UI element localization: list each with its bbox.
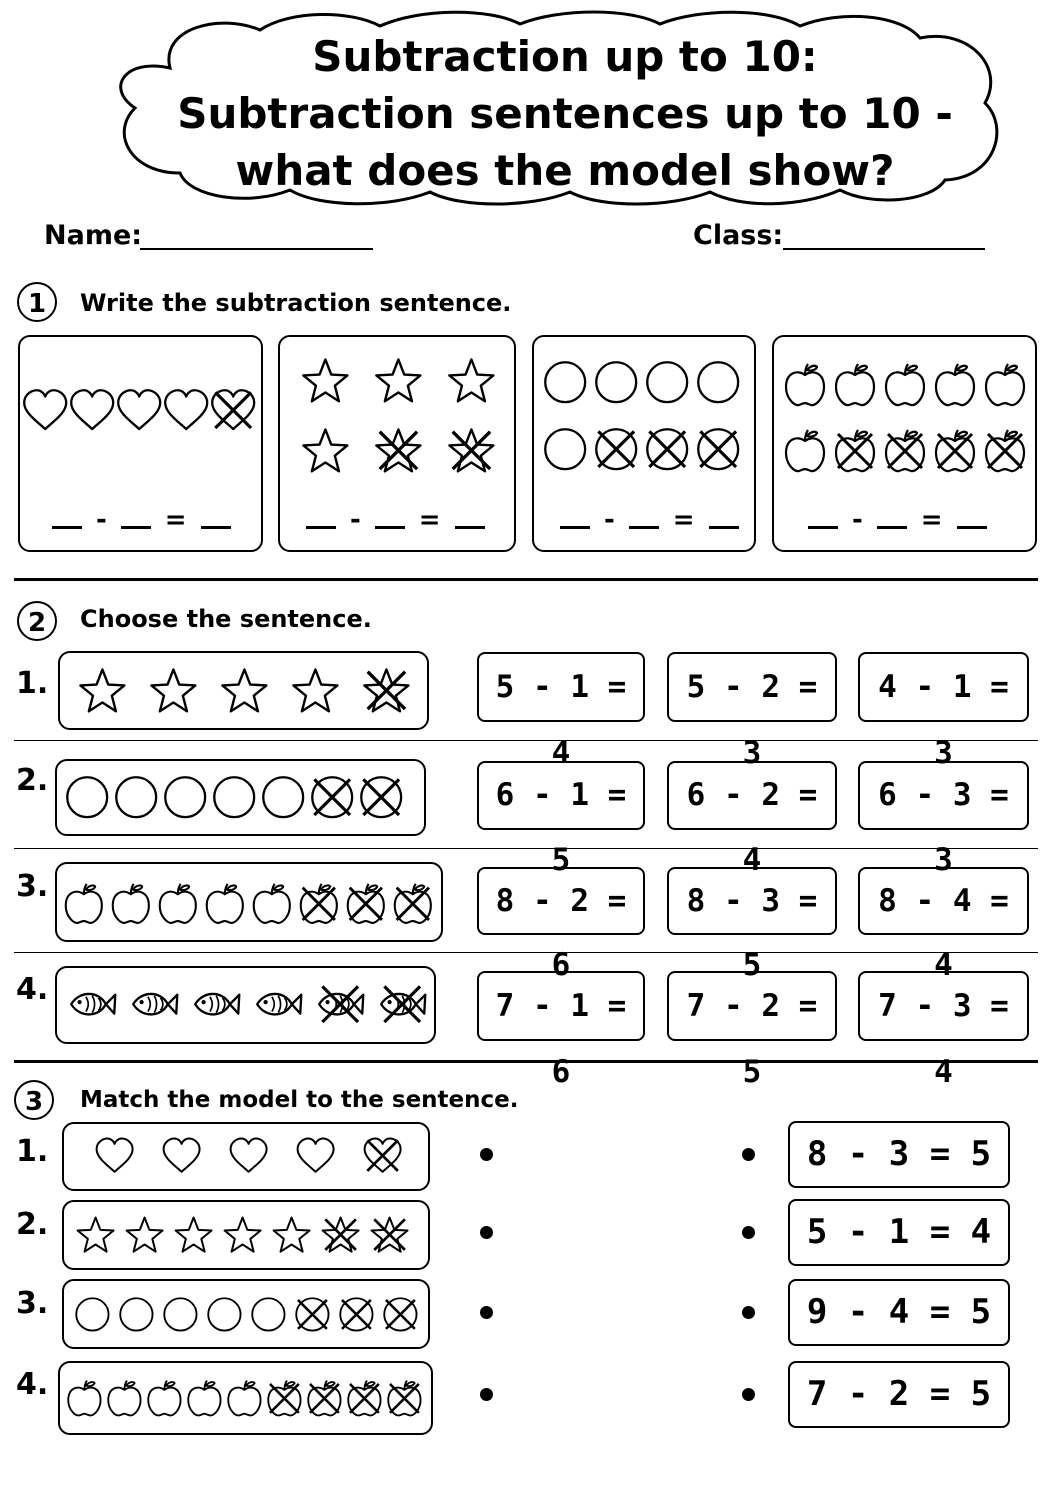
answer-line-2[interactable]: - = [306,505,485,535]
apple-icon [264,1378,305,1419]
option-button[interactable]: 7 - 2 = 5 [667,971,837,1041]
name-label: Name: [44,220,143,251]
star-icon [218,664,271,717]
star-icon [372,354,425,407]
apple-icon [831,361,879,409]
apple-icon [343,881,389,927]
apple-icon [931,361,979,409]
heart-icon [20,385,70,435]
match-dot-left[interactable] [480,1148,493,1161]
match-number: 2. [16,1207,49,1242]
fish-icon [191,979,241,1029]
section-divider [14,1060,1038,1063]
answer-line-1[interactable]: - = [52,505,231,535]
star-icon [74,1213,117,1256]
apple-icon [831,427,879,475]
star-icon [360,664,413,717]
option-button[interactable]: 8 - 2 = 6 [477,867,645,935]
section-2-number: 2 [17,601,57,641]
row-divider [14,740,1038,741]
star-icon [221,1213,264,1256]
section-3-number: 3 [14,1080,54,1120]
circle-icon [336,1294,377,1335]
circle-icon [307,772,357,822]
match-dot-left[interactable] [480,1388,493,1401]
match-dot-right[interactable] [742,1306,755,1319]
fish-icon [315,979,365,1029]
heart-icon [160,1134,203,1177]
circle-icon [380,1294,421,1335]
apple-icon [224,1378,265,1419]
circle-icon [591,357,641,407]
heart-icon [67,385,117,435]
apple-icon [296,881,342,927]
option-button[interactable]: 8 - 3 = 5 [667,867,837,935]
name-field[interactable] [140,248,373,250]
apple-icon [108,881,154,927]
option-button[interactable]: 4 - 1 = 3 [858,652,1029,722]
apple-icon [155,881,201,927]
apple-icon [981,427,1029,475]
section-3-title: Match the model to the sentence. [80,1087,519,1113]
star-icon [299,354,352,407]
match-dot-left[interactable] [480,1226,493,1239]
heart-icon [227,1134,270,1177]
star-icon [123,1213,166,1256]
match-sentence[interactable]: 9 - 4 = 5 [788,1279,1010,1346]
option-button[interactable]: 6 - 3 = 3 [858,761,1029,830]
question-number: 3. [16,869,49,904]
apple-icon [384,1378,425,1419]
option-button[interactable]: 6 - 2 = 4 [667,761,837,830]
match-dot-left[interactable] [480,1306,493,1319]
heart-icon [114,385,164,435]
answer-line-4[interactable]: - = [808,505,987,535]
section-divider [14,578,1038,581]
match-sentence[interactable]: 5 - 1 = 4 [788,1199,1010,1266]
fish-icon [377,979,427,1029]
apple-icon [881,361,929,409]
apple-icon [184,1378,225,1419]
star-icon [76,664,129,717]
section-1-number: 1 [17,282,57,322]
circle-icon [693,424,743,474]
apple-icon [61,881,107,927]
fish-icon [253,979,303,1029]
circle-icon [72,1294,113,1335]
option-button[interactable]: 6 - 1 = 5 [477,761,645,830]
star-icon [368,1213,411,1256]
circle-icon [642,357,692,407]
match-dot-right[interactable] [742,1148,755,1161]
fish-icon [67,979,117,1029]
row-divider [14,848,1038,849]
answer-line-3[interactable]: - = [560,505,739,535]
apple-icon [781,361,829,409]
apple-icon [104,1378,145,1419]
class-field[interactable] [783,248,985,250]
star-icon [319,1213,362,1256]
apple-icon [781,427,829,475]
circle-icon [62,772,112,822]
star-icon [270,1213,313,1256]
circle-icon [111,772,161,822]
question-number: 1. [16,666,49,701]
circle-icon [540,424,590,474]
heart-icon [93,1134,136,1177]
section-2-title: Choose the sentence. [80,605,372,633]
apple-icon [981,361,1029,409]
apple-icon [931,427,979,475]
circle-icon [292,1294,333,1335]
circle-icon [116,1294,157,1335]
apple-icon [64,1378,105,1419]
section-1-title: Write the subtraction sentence. [80,289,512,317]
star-icon [445,354,498,407]
option-button[interactable]: 5 - 2 = 3 [667,652,837,722]
apple-icon [144,1378,185,1419]
circle-icon [160,1294,201,1335]
match-sentence[interactable]: 7 - 2 = 5 [788,1361,1010,1428]
page-title: Subtraction up to 10: Subtraction sentences up to 10 - what does the model show? [177,32,953,195]
apple-icon [249,881,295,927]
apple-icon [304,1378,345,1419]
star-icon [445,424,498,477]
circle-icon [356,772,406,822]
heart-icon [208,385,258,435]
circle-icon [248,1294,289,1335]
option-button[interactable]: 7 - 1 = 6 [477,971,645,1041]
circle-icon [540,357,590,407]
match-number: 3. [16,1286,49,1321]
circle-icon [160,772,210,822]
circle-icon [209,772,259,822]
circle-icon [591,424,641,474]
fish-icon [129,979,179,1029]
heart-icon [294,1134,337,1177]
option-button[interactable]: 8 - 4 = 4 [858,867,1029,935]
class-label: Class: [693,220,784,251]
apple-icon [881,427,929,475]
star-icon [299,424,352,477]
match-number: 4. [16,1367,49,1402]
option-button[interactable]: 7 - 3 = 4 [858,971,1029,1041]
star-icon [289,664,342,717]
question-number: 2. [16,763,49,798]
circle-icon [693,357,743,407]
match-number: 1. [16,1134,49,1169]
star-icon [172,1213,215,1256]
apple-icon [344,1378,385,1419]
apple-icon [390,881,436,927]
star-icon [147,664,200,717]
match-sentence[interactable]: 8 - 3 = 5 [788,1121,1010,1188]
circle-icon [258,772,308,822]
heart-icon [161,385,211,435]
match-dot-right[interactable] [742,1388,755,1401]
circle-icon [204,1294,245,1335]
heart-icon [361,1134,404,1177]
apple-icon [202,881,248,927]
row-divider [14,952,1038,953]
match-dot-right[interactable] [742,1226,755,1239]
circle-icon [642,424,692,474]
star-icon [372,424,425,477]
option-button[interactable]: 5 - 1 = 4 [477,652,645,722]
question-number: 4. [16,972,49,1007]
